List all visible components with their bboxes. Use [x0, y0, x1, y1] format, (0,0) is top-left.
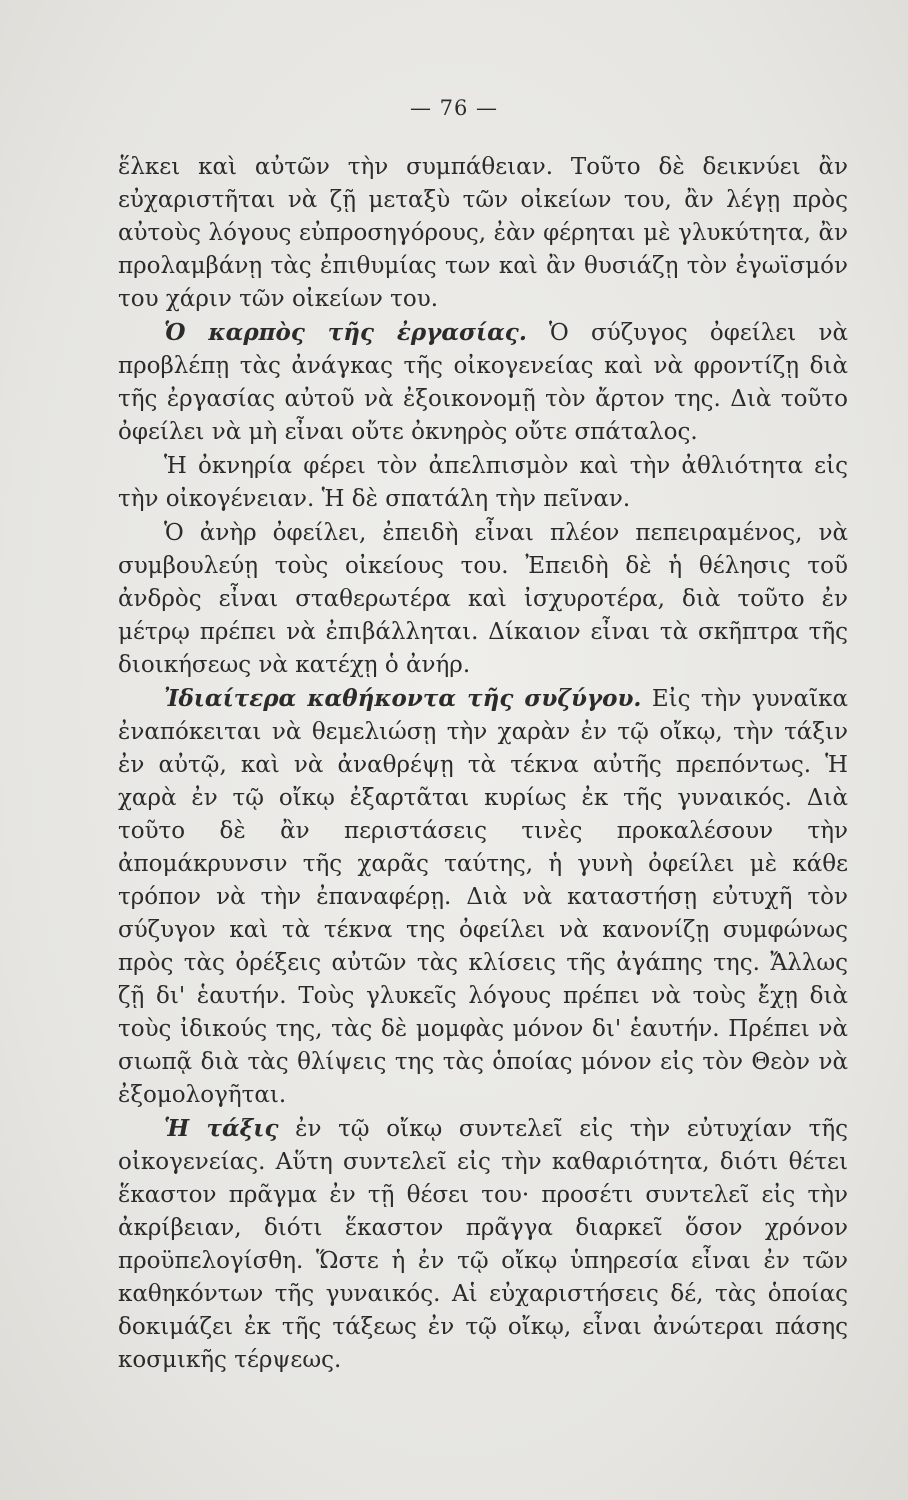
- paragraph-2: [118, 316, 848, 449]
- paragraph-2-heading: Ὁ καρπὸς τῆς ἐργασίας.: [164, 319, 527, 346]
- paragraph-5-heading: Ἰδιαίτερα καθήκοντα τῆς συζύγου.: [164, 685, 642, 712]
- body-text: [118, 150, 848, 1377]
- page-number: — 76 —: [409, 96, 499, 120]
- paragraph-4: [118, 516, 848, 682]
- paragraph-4-text: Ὁ ἀνὴρ ὀφείλει, ἐπειδὴ εἶναι πλέον πεπειραμένος, νὰ συμβουλεύῃ τοὺς οἰκείους του. Ἐπειδὴ δὲ ἡ θέλησις τοῦ ἀνδρὸς εἶναι σταθερωτέρα καὶ ἰσχυροτέρα, διὰ τοῦτο ἐν μέτρῳ πρέπει νὰ ἐπιβάλληται. Δίκαιον εἶναι τὰ σκῆπτρα τῆς διοικήσεως νὰ κατέχῃ ὁ ἀνήρ.: [118, 520, 848, 678]
- paragraph-6: [118, 1112, 848, 1377]
- paragraph-1: [118, 150, 848, 316]
- paragraph-5: [118, 682, 848, 1112]
- paragraph-3: [118, 449, 848, 516]
- paragraph-6-text: ἐν τῷ οἴκῳ συντελεῖ εἰς τὴν εὐτυχίαν τῆς οἰκογενείας. Αὕτη συντελεῖ εἰς τὴν καθαριότητα, διότι θέτει ἕκαστον πρᾶγμα ἐν τῇ θέσει του· προσέτι συντελεῖ εἰς τὴν ἀκρίβειαν, διότι ἕκαστον πρᾶγγα διαρκεῖ ὅσον χρόνον προϋπελογίσθη. Ὥστε ἡ ἐν τῷ οἴκῳ ὑπηρεσία εἶναι ἐν τῶν καθηκόντων τῆς γυναικός. Αἱ εὐχαριστήσεις δέ, τὰς ὁποίας δοκιμάζει ἐκ τῆς τάξεως ἐν τῷ οἴκῳ, εἶναι ἀνώτεραι πάσης κοσμικῆς τέρψεως.: [118, 1116, 849, 1373]
- paragraph-1-text: ἕλκει καὶ αὐτῶν τὴν συμπάθειαν. Τοῦτο δὲ δεικνύει ἂν εὐχαριστῆται νὰ ζῇ μεταξὺ τῶν οἰκείων του, ἂν λέγῃ πρὸς αὐτοὺς λόγους εὐπροσηγόρους, ἐὰν φέρηται μὲ γλυκύτητα, ἂν προλαμβάνῃ τὰς ἐπιθυμίας των καὶ ἂν θυσιάζῃ τὸν ἐγωϊσμόν του χάριν τῶν οἰκείων του.: [118, 154, 848, 312]
- paragraph-3-text: Ἡ ὀκνηρία φέρει τὸν ἀπελπισμὸν καὶ τὴν ἀθλιότητα εἰς τὴν οἰκογένειαν. Ἡ δὲ σπατάλη τὴν πεῖναν.: [118, 453, 848, 512]
- paragraph-2-text: Ὁ σύζυγος ὀφείλει νὰ προβλέπῃ τὰς ἀνάγκας τῆς οἰκογενείας καὶ νὰ φροντίζῃ διὰ τῆς ἐργασίας αὐτοῦ νὰ ἐξοικονομῇ τὸν ἄρτον της. Διὰ τοῦτο ὀφείλει νὰ μὴ εἶναι οὔτε ὀκνηρὸς οὔτε σπάταλος.: [118, 320, 848, 445]
- paragraph-6-heading: Ἡ τάξις: [164, 1115, 279, 1142]
- paragraph-5-text: Εἰς τὴν γυναῖκα ἐναπόκειται νὰ θεμελιώσῃ τὴν χαρὰν ἐν τῷ οἴκῳ, τὴν τάξιν ἐν αὐτῷ, καὶ νὰ ἀναθρέψῃ τὰ τέκνα αὐτῆς πρεπόντως. Ἡ χαρὰ ἐν τῷ οἴκῳ ἐξαρτᾶται κυρίως ἐκ τῆς γυναικός. Διὰ τοῦτο δὲ ἂν περιστάσεις τινὲς προκαλέσουν τὴν ἀπομάκρυνσιν τῆς χαρᾶς ταύτης, ἡ γυνὴ ὀφείλει μὲ κάθε τρόπον νὰ τὴν ἐπαναφέρῃ. Διὰ νὰ καταστήσῃ εὐτυχῆ τὸν σύζυγον καὶ τὰ τέκνα της ὀφείλει νὰ κανονίζῃ συμφώνως πρὸς τὰς ὀρέξεις αὐτῶν τὰς κλίσεις τῆς ἀγάπης της. Ἄλλως ζῇ δι' ἑαυτήν. Τοὺς γλυκεῖς λόγους πρέπει νὰ τοὺς ἔχῃ διὰ τοὺς ἰδικούς της, τὰς δὲ μομφὰς μόνον δι' ἑαυτήν. Πρέπει νὰ σιωπᾷ διὰ τὰς θλίψεις της τὰς ὁποίας μόνον εἰς τὸν Θεὸν νὰ ἐξομολογῆται.: [118, 686, 848, 1108]
